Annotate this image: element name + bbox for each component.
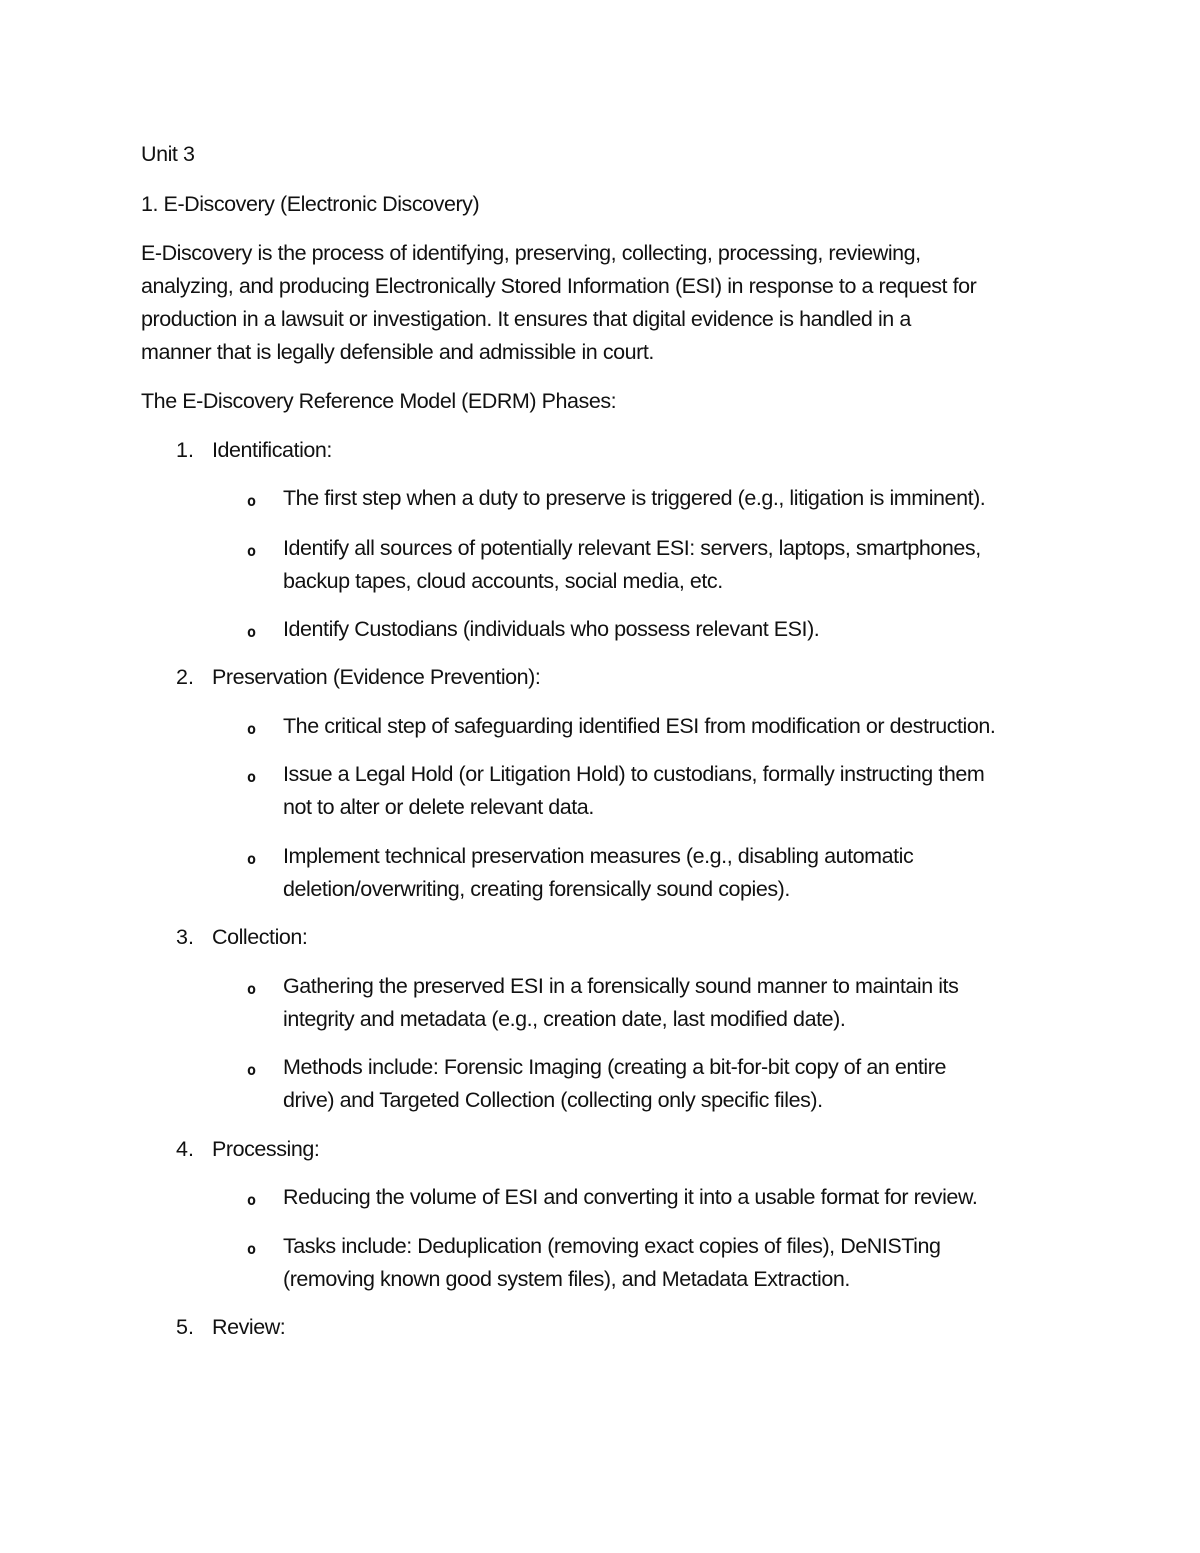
bullet-item: Gathering the preserved ESI in a forensically sound manner to maintain its integrity and metadata (e.g., creation date, last modified date). (283, 974, 959, 1031)
bullet-marker-icon: o (247, 850, 257, 868)
intro-line: analyzing, and producing Electronically Stored Information (ESI) in response to a request for (141, 274, 977, 298)
intro-line: E-Discovery is the process of identifying, preserving, collecting, processing, reviewing, (141, 241, 921, 265)
phase-number: 1. (176, 438, 194, 462)
bullet-item: Identify Custodians (individuals who possess relevant ESI). (283, 617, 820, 641)
bullet-marker-icon: o (247, 1061, 257, 1079)
bullet-marker-icon: o (247, 768, 257, 786)
unit-title: Unit 3 (141, 142, 195, 166)
bullet-marker-icon: o (247, 720, 257, 738)
phase-number: 4. (176, 1137, 194, 1161)
phase-title: Preservation (Evidence Prevention): (212, 665, 541, 689)
phase-title: Collection: (212, 925, 308, 949)
bullet-marker-icon: o (247, 980, 257, 998)
intro-paragraph (141, 237, 1071, 369)
bullet-item: Reducing the volume of ESI and converting it into a usable format for review. (283, 1185, 978, 1209)
phase-title: Review: (212, 1315, 286, 1339)
bullet-item: Issue a Legal Hold (or Litigation Hold) to custodians, formally instructing them not to alter or delete relevant data. (283, 762, 985, 819)
bullet-item: Implement technical preservation measures (e.g., disabling automatic deletion/overwriting, creating forensically sound copies). (283, 844, 914, 901)
intro-line: manner that is legally defensible and admissible in court. (141, 340, 654, 364)
bullet-marker-icon: o (247, 1240, 257, 1258)
section-title: 1. E-Discovery (Electronic Discovery) (141, 192, 480, 216)
model-heading: The E-Discovery Reference Model (EDRM) Phases: (141, 389, 617, 413)
bullet-item: The critical step of safeguarding identified ESI from modification or destruction. (283, 714, 996, 738)
phase-title: Identification: (212, 438, 332, 462)
bullet-item: The first step when a duty to preserve is triggered (e.g., litigation is imminent). (283, 486, 986, 510)
bullet-item: Tasks include: Deduplication (removing exact copies of files), DeNISTing (removing known good system files), and Metadata Extraction. (283, 1234, 941, 1291)
bullet-item: Methods include: Forensic Imaging (creating a bit-for-bit copy of an entire drive) and Targeted Collection (collecting only specific files). (283, 1055, 946, 1112)
bullet-marker-icon: o (247, 492, 257, 510)
phase-number: 5. (176, 1315, 194, 1339)
phase-title: Processing: (212, 1137, 320, 1161)
bullet-item: Identify all sources of potentially relevant ESI: servers, laptops, smartphones, backup tapes, cloud accounts, social media, etc. (283, 536, 981, 593)
intro-line: production in a lawsuit or investigation. It ensures that digital evidence is handled in a (141, 307, 911, 331)
phase-number: 2. (176, 665, 194, 689)
bullet-marker-icon: o (247, 623, 257, 641)
bullet-marker-icon: o (247, 542, 257, 560)
phase-number: 3. (176, 925, 194, 949)
bullet-marker-icon: o (247, 1191, 257, 1209)
